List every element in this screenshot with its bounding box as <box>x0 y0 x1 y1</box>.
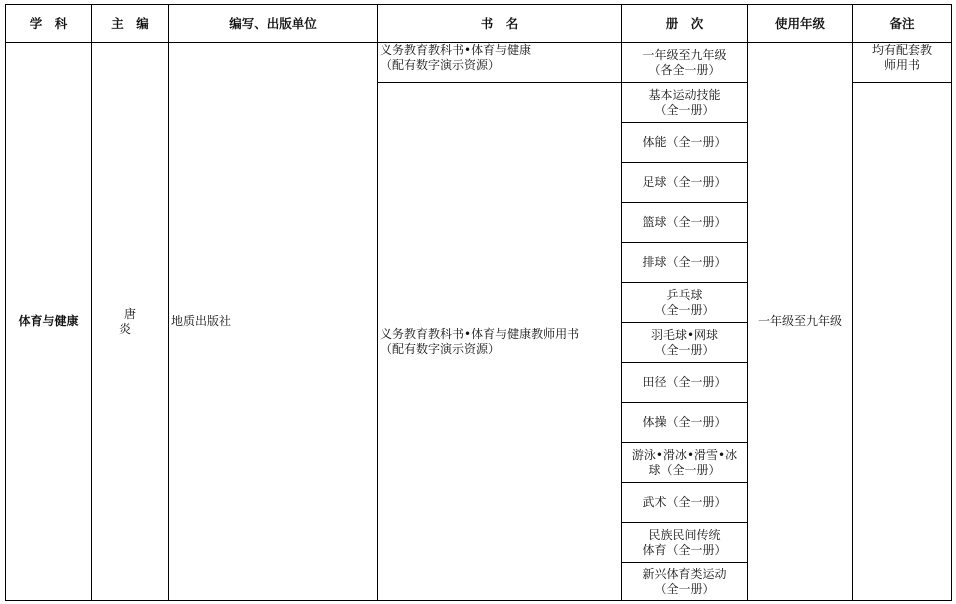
editor-cell: 唐 炎 <box>92 43 169 601</box>
subject-cell: 体育与健康 <box>6 43 92 601</box>
volume-line2: （各全一册） <box>648 62 721 77</box>
volume-cell <box>622 563 748 601</box>
volume-line1: 武术（全一册） <box>642 495 727 509</box>
volume-line1: 新兴体育类运动 <box>642 566 727 581</box>
volume-cell <box>622 283 748 323</box>
volume-cell <box>622 323 748 363</box>
volume-cell <box>622 83 748 123</box>
book-note: （配有数字演示资源） <box>380 58 501 72</box>
volume-line2: （全一册） <box>654 302 715 317</box>
volume-line2: （全一册） <box>654 342 715 357</box>
volume-line2: 球（全一册） <box>648 462 721 477</box>
volume-cell <box>622 203 748 243</box>
header-subject: 学 科 <box>6 5 92 43</box>
header-publisher: 编写、出版单位 <box>169 5 378 43</box>
volume-cell <box>622 43 748 83</box>
book-title: 义务教育教科书•体育与健康 <box>380 43 532 57</box>
book-title-cell <box>378 83 622 601</box>
header-volume: 册 次 <box>622 5 748 43</box>
volume-line1: 羽毛球•网球 <box>650 327 719 342</box>
grade-cell: 一年级至九年级 <box>748 43 853 601</box>
volume-line1: 足球（全一册） <box>642 175 727 189</box>
book-title-cell <box>378 43 622 83</box>
volume-line2: （全一册） <box>654 102 715 117</box>
volume-line1: 乒乓球 <box>666 287 703 302</box>
volume-cell <box>622 443 748 483</box>
volume-line1: 田径（全一册） <box>642 375 727 389</box>
volume-cell <box>622 403 748 443</box>
volume-line1: 民族民间传统 <box>648 527 721 542</box>
book-title: 义务教育教科书•体育与健康教师用书 <box>380 326 580 341</box>
volume-line1: 排球（全一册） <box>642 255 727 269</box>
volume-cell <box>622 363 748 403</box>
volume-line1: 体能（全一册） <box>642 135 727 149</box>
volume-cell <box>622 123 748 163</box>
book-note: （配有数字演示资源） <box>380 341 501 356</box>
volume-line1: 篮球（全一册） <box>642 215 727 229</box>
header-editor: 主 编 <box>92 5 169 43</box>
header-row <box>6 5 952 43</box>
volume-line2: （全一册） <box>654 581 715 596</box>
remark-text: 均有配套教师用书 <box>871 43 932 72</box>
table-row <box>6 43 952 83</box>
volume-line1: 游泳•滑冰•滑雪•冰 <box>631 447 738 462</box>
header-grade: 使用年级 <box>748 5 853 43</box>
volume-cell <box>622 523 748 563</box>
header-remark: 备注 <box>853 5 952 43</box>
publisher-cell: 地质出版社 <box>169 43 378 601</box>
remark-cell <box>853 43 952 83</box>
header-book: 书 名 <box>378 5 622 43</box>
textbook-table <box>5 4 952 601</box>
remark-empty-cell <box>853 83 952 601</box>
volume-line1: 体操（全一册） <box>642 415 727 429</box>
volume-line1: 一年级至九年级 <box>642 47 727 62</box>
volume-cell <box>622 163 748 203</box>
volume-line1: 基本运动技能 <box>648 87 721 102</box>
volume-line2: 体育（全一册） <box>642 542 727 557</box>
volume-cell <box>622 483 748 523</box>
volume-cell <box>622 243 748 283</box>
